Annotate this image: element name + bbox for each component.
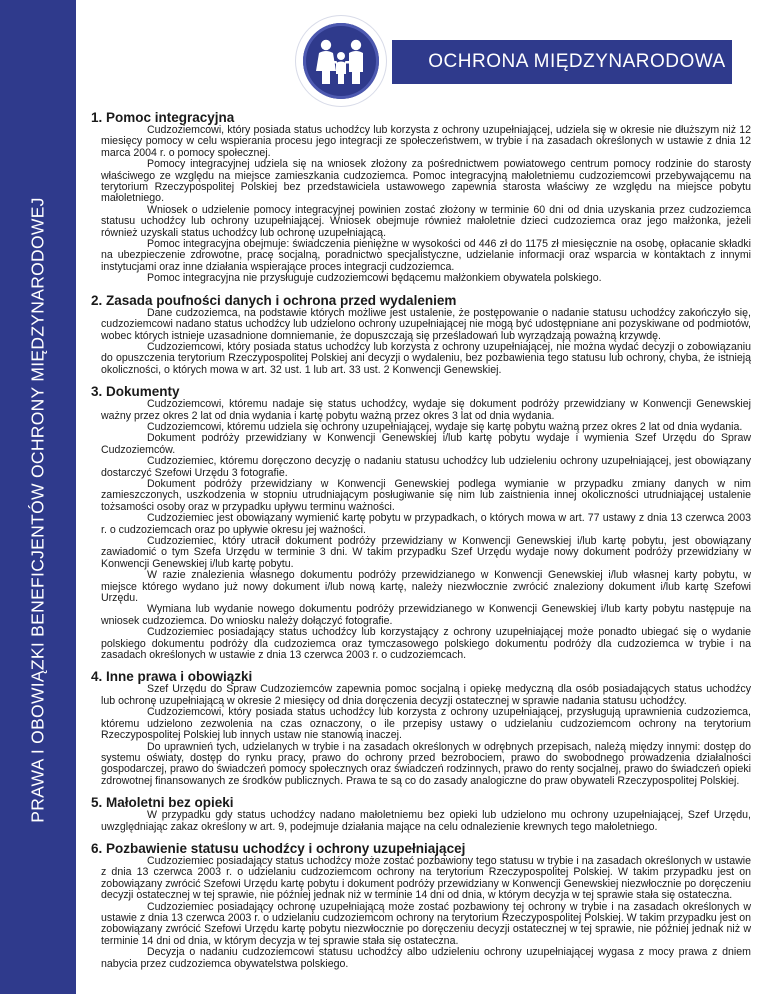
paragraph: Wniosek o udzielenie pomocy integracyjnej powinien zostać złożony w terminie 60 dni od dnia uzyskania przez cudzoziemca statusu uchodźcy lub ochrony uzupełniającej. Wniosek obejmuje również małoletnie dzieci cudzoziemca oraz jego małżonka, jeżeli również uzyskali status uchodźcy lub ochronę uzupełniającą. [101,203,751,239]
section-3 [91,384,751,662]
paragraph: Cudzoziemcowi, który posiada status uchodźcy lub korzysta z ochrony uzupełniającej, przysługują uprawnienia cudzoziemca, któremu udzielono zezwolenia na czas oznaczony, o ile przepisy ustawy o udzielaniu cudzoziemcom ochrony na terytorium Rzeczypospolitej Polskiej lub innych ustaw nie stanowią inaczej. [101,706,751,742]
paragraph: Pomoc integracyjna nie przysługuje cudzoziemcowi będącemu małżonkiem obywatela polskiego. [147,272,602,285]
paragraph: Pomocy integracyjnej udziela się na wniosek złożony za pośrednictwem powiatowego centrum pomocy rodzinie do starosty właściwego ze względu na miejsce zamieszkania cudzoziemca. Pomoc integracyjną małoletniemu cudzoziemcowi przebywającemu na terytorium Rzeczypospolitej Polskiej bez przedstawiciela ustawowego zapewnia starosta właściwy ze względu na miejsce pobytu małoletniego. [101,158,751,205]
paragraph: W przypadku gdy status uchodźcy nadano małoletniemu bez opieki lub udzielono mu ochrony uzupełniającej, Szef Urzędu, uwzględniając zakaz określony w art. 9, podejmuje działania mające na celu odnalezienie krewnych tego małoletniego. [101,809,751,833]
sidebar [0,0,76,994]
section-heading: 4. Inne prawa i obowiązki [91,669,253,685]
paragraph: Szef Urzędu do Spraw Cudzoziemców zapewnia pomoc socjalną i opiekę medyczną dla osób posiadających status uchodźcy lub ochronę uzupełniającą w okresie 2 miesięcy od dnia doręczenia decyzji ostatecznej w sprawie nadania statusu uchodźcy. [101,683,751,707]
paragraph: Dane cudzoziemca, na podstawie których możliwe jest ustalenie, że postępowanie o nadanie statusu uchodźcy zakończyło się, cudzoziemcowi nadano status uchodźcy lub udzielono ochrony uzupełniającej nie mogą być udostępniane ani pozyskiwane od podmiotów, wobec których istnieje uzasadnione domniemanie, że dopuszczają się prześladowań lub wyrządzają poważną krzywdę. [101,306,751,342]
document-body [91,110,751,970]
section-heading: 2. Zasada poufności danych i ochrona przed wydaleniem [91,292,457,308]
section-2 [91,292,751,376]
emblem [296,16,386,106]
section-5 [91,795,751,833]
section-heading: 6. Pozbawienie statusu uchodźcy i ochrony uzupełniającej [91,840,466,856]
paragraph: W razie znalezienia własnego dokumentu podróży przewidzianego w Konwencji Genewskiej i/lub własnej karty pobytu, w miejsce którego wydano już nowy dokument i/lub nową kartę, należy niezwłocznie zwrócić znaleziony dokument i/lub kartę Szefowi Urzędu. [101,569,751,605]
family-icon [296,16,386,106]
paragraph: Do uprawnień tych, udzielanych w trybie i na zasadach określonych w odrębnych przepisach, należą między innymi: dostęp do systemu oświaty, dostęp do rynku pracy, prawo do ochrony przed bezrobociem, prawo do swobodnego prowadzenia działalności gospodarczej, prawo do świadczeń pomocy społecznych oraz świadczeń rodzinnych, prawo do renty socjalnej, prawo do świadczeń opieki zdrowotnej finansowanych ze środków publicznych. Prawa te są co do zasady analogiczne do praw obywateli Rzeczypospolitej Polskiej. [101,740,751,787]
paragraph: Cudzoziemiec, który utracił dokument podróży przewidziany w Konwencji Genewskiej i/lub kartę pobytu, jest obowiązany zawiadomić o tym Szefa Urzędu w terminie 3 dni. W takim przypadku Szef Urzędu wydaje nowy dokument podróży przewidziany w Konwencji Genewskiej i/lub kartę pobytu. [101,535,751,570]
paragraph: Cudzoziemcowi, któremu nadaje się status uchodźcy, wydaje się dokument podróży przewidziany w Konwencji Genewskiej ważny przez okres 2 lat od dnia wydania i kartę pobytu ważną przez okres 3 lat od dnia wydania. [101,398,751,422]
section-heading: 5. Małoletni bez opieki [91,795,234,811]
paragraph: Cudzoziemiec jest obowiązany wymienić kartę pobytu w przypadkach, o których mowa w art. 77 ustawy z dnia 13 czerwca 2003 r. o cudzoziemcach oraz po upływie okresu jej ważności. [101,512,751,536]
banner-title: OCHRONA MIĘDZYNARODOWA [428,51,726,72]
section-heading: 1. Pomoc integracyjna [91,110,235,125]
header-banner [392,40,732,84]
paragraph: Cudzoziemcowi, któremu udziela się ochrony uzupełniającej, wydaje się kartę pobytu ważną przez okres 2 lat od dnia wydania. [147,420,743,433]
paragraph: Cudzoziemcowi, który posiada status uchodźcy lub korzysta z ochrony uzupełniającej, udziela się w okresie nie dłuższym niż 12 miesięcy pomocy w celu wspierania procesu jego integracji ze społeczeństwem, w trybie i na zasadach określonych w ustawie z dnia 12 marca 2004 r. o pomocy społecznej. [101,124,751,159]
section-6 [91,840,751,970]
paragraph: Wymiana lub wydanie nowego dokumentu podróży przewidzianego w Konwencji Genewskiej i/lub karty pobytu następuje na wniosek cudzoziemca. Do wniosku należy dołączyć fotografie. [101,603,751,627]
paragraph: Cudzoziemiec posiadający status uchodźcy lub korzystający z ochrony uzupełniającej może ponadto ubiegać się o wydanie polskiego dokumentu podróży dla cudzoziemca oraz tymczasowego polskiego dokumentu podróży dla cudzoziemca w trybie i na zasadach określonych w ustawie z dnia 13 czerwca 2003 r. o cudzoziemcach. [101,626,751,662]
section-1 [91,110,751,285]
paragraph: Cudzoziemiec posiadający ochronę uzupełniającą może zostać pozbawiony tej ochrony w trybie i na zasadach określonych w ustawie z dnia 13 czerwca 2003 r. o udzielaniu cudzoziemcom ochrony na terytorium Rzeczypospolitej Polskiej. W takim przypadku jest on zobowiązany zwrócić Szefowi Urzędu kartę pobytu niezwłocznie po doręczeniu decyzji ostatecznej w tej sprawie, nie później jednak niż w terminie 14 dni od dnia, w którym decyzja w tej sprawie stała się ostateczna. [101,900,751,947]
section-heading: 3. Dokumenty [91,384,180,400]
paragraph: Cudzoziemcowi, który posiada status uchodźcy lub korzysta z ochrony uzupełniającej, nie można wydać decyzji o zobowiązaniu do opuszczenia terytorium Rzeczypospolitej Polskiej ani decyzji o wydaleniu, bez pozbawienia tego statusu lub ochrony, chyba, że istnieją okoliczności, o których mowa w art. 32 ust. 1 lub art. 33 ust. 2 Konwencji Genewskiej. [101,340,751,376]
paragraph: Cudzoziemiec posiadający status uchodźcy może zostać pozbawiony tego statusu w trybie i na zasadach określonych w ustawie z dnia 13 czerwca 2003 r. o udzielaniu cudzoziemcom ochrony na terytorium Rzeczypospolitej Polskiej. W takim przypadku jest on zobowiązany zwrócić Szefowi Urzędu kartę pobytu i dokument podróży przewidziany w Konwencji Genewskiej niezwłocznie po doręczeniu decyzji ostatecznej w tej sprawie, nie później jednak niż w terminie 14 dni od dnia, w którym decyzja w tej sprawie stała się ostateczna. [101,854,751,902]
paragraph: Decyzja o nadaniu cudzoziemcowi statusu uchodźcy albo udzieleniu ochrony uzupełniającej wygasa z mocy prawa z dniem nabycia przez cudzoziemca obywatelstwa polskiego. [101,946,751,970]
paragraph: Dokument podróży przewidziany w Konwencji Genewskiej i/lub kartę pobytu wydaje i wymienia Szef Urzędu do Spraw Cudzoziemców. [101,432,751,456]
paragraph: Cudzoziemiec, któremu doręczono decyzję o nadaniu statusu uchodźcy lub udzieleniu ochrony uzupełniającej, jest obowiązany dostarczyć Szefowi Urzędu 3 fotografie. [101,455,751,479]
sidebar-title: PRAWA I OBOWIĄZKI BENEFICJENTÓW OCHRONY MIĘDZYNARODOWEJ [27,197,48,823]
section-4 [91,669,751,787]
paragraph: Pomoc integracyjna obejmuje: świadczenia pieniężne w wysokości od 446 zł do 1175 zł miesięcznie na osobę, opłacanie składki na ubezpieczenie zdrowotne, pracę socjalną, poradnictwo specjalistyczne, udzielanie informacji oraz wsparcia w kontaktach z innymi instytucjami oraz inne działania wspierające proces integracji cudzoziemca. [101,238,751,273]
paragraph: Dokument podróży przewidziany w Konwencji Genewskiej podlega wymianie w przypadku zmiany danych w nim zamieszczonych, uszkodzenia w stopniu utrudniającym posługiwanie się nim lub zaistnienia innej okoliczności utrudniającej ustalenie tożsamości osoby oraz w przypadku upływu terminu ważności. [101,477,751,513]
